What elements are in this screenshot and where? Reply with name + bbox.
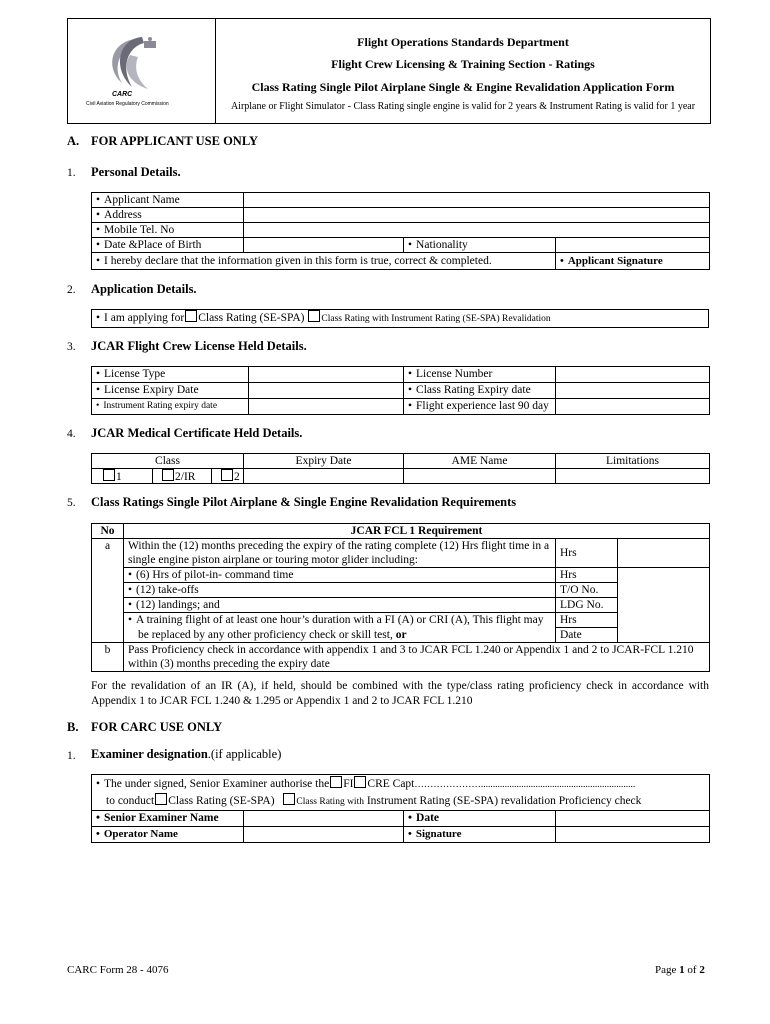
table-row	[92, 539, 710, 568]
dob-label: • Date &Place of Birth	[92, 238, 244, 253]
s1-title: Personal Details.	[91, 165, 181, 179]
conduct-label: to conduct	[106, 795, 155, 807]
operator-name-field[interactable]	[244, 827, 404, 843]
table-row	[92, 643, 710, 672]
applying-label: • I am applying for	[96, 312, 184, 324]
experience-field[interactable]	[556, 399, 710, 415]
req-a-unit: Hrs	[556, 539, 618, 568]
section-b-title: FOR CARC USE ONLY	[91, 720, 223, 734]
license-number-label: • License Number	[404, 367, 556, 383]
address-label: • Address	[92, 208, 244, 223]
req-training-or: or	[395, 628, 407, 641]
header-box	[67, 18, 711, 124]
medical-ame-header: AME Name	[404, 454, 556, 469]
medical-expiry-field[interactable]	[244, 469, 404, 484]
class-rating-label: Class Rating (SE-SPA)	[198, 312, 305, 324]
table-row	[92, 613, 710, 628]
mobile-label: • Mobile Tel. No	[92, 223, 244, 238]
req-pic-unit: Hrs	[556, 568, 618, 583]
mobile-field[interactable]	[244, 223, 710, 238]
b-class-rating-checkbox[interactable]	[155, 793, 167, 805]
s1-number: 1.	[67, 167, 76, 179]
nationality-field[interactable]	[556, 238, 710, 253]
req-a-field[interactable]	[618, 539, 710, 568]
table-row	[92, 469, 710, 484]
logo-caption: Civil Aviation Regulatory Commission	[86, 101, 169, 107]
section-b-letter: B.	[67, 720, 79, 734]
req-training-line1: • A training flight of at least one hour’s duration with a FI (A) or CRI (A), This flight may	[128, 614, 543, 626]
ir-expiry-field[interactable]	[249, 399, 404, 415]
cre-checkbox[interactable]	[354, 776, 366, 788]
class-rating-ir-checkbox[interactable]	[308, 310, 320, 322]
signature-field[interactable]	[556, 827, 710, 843]
logo	[74, 27, 204, 115]
medical-expiry-header: Expiry Date	[244, 454, 404, 469]
req-b-text-line1: Pass Proficiency check in accordance with appendix 1 and 3 to JCAR FCL 1.240 or Appendix 1 and 2 to JCAR-FCL 1.210	[128, 644, 694, 656]
medical-class-header: Class	[92, 454, 244, 469]
s3-number: 3.	[67, 341, 76, 353]
examiner-table	[91, 774, 710, 843]
class-2-checkbox[interactable]	[221, 469, 233, 481]
b-class-rating-ir-label-a: Class Rating with	[296, 797, 364, 807]
table-row	[92, 208, 710, 223]
date-field[interactable]	[556, 811, 710, 827]
s3-title: JCAR Flight Crew License Held Details.	[91, 339, 307, 353]
b-class-rating-label: Class Rating (SE-SPA)	[168, 795, 275, 807]
experience-label: • Flight experience last 90 day	[404, 399, 556, 415]
table-row	[92, 454, 710, 469]
applicant-signature-field[interactable]: • Applicant Signature	[556, 253, 710, 270]
table-row	[92, 524, 710, 539]
application-row	[92, 310, 709, 328]
class-1-label: 1	[116, 471, 122, 483]
s5-title: Class Ratings Single Pilot Airplane & Single Engine Revalidation Requirements	[91, 495, 517, 509]
table-row	[92, 223, 710, 238]
b1-title: Examiner designation	[91, 747, 208, 761]
req-training-line2: be replaced by any other proficiency check or skill test,	[138, 628, 393, 641]
b1-number: 1.	[67, 750, 76, 762]
class-expiry-field[interactable]	[556, 383, 710, 399]
license-expiry-label: • License Expiry Date	[92, 383, 249, 399]
s2-title: Application Details.	[91, 282, 197, 296]
req-landings-field[interactable]	[618, 598, 710, 613]
table-row	[92, 238, 710, 253]
header-line1: Flight Operations Standards Department	[357, 35, 569, 49]
ir-note-line2: Appendix 1 to JCAR FCL 1.240 & 1.295 or Appendix 1 and 2 to JCAR FCL 1.210	[91, 695, 473, 707]
medical-limitations-header: Limitations	[556, 454, 710, 469]
section-a-title: FOR APPLICANT USE ONLY	[91, 134, 259, 148]
req-date-field[interactable]	[618, 628, 710, 643]
table-row	[92, 628, 710, 643]
license-number-field[interactable]	[556, 367, 710, 383]
medical-limitations-field[interactable]	[556, 469, 710, 484]
req-takeoffs: • (12) take-offs	[128, 584, 199, 596]
req-b-label: b	[92, 643, 124, 672]
req-header: JCAR FCL 1 Requirement	[124, 524, 710, 539]
b-class-rating-ir-checkbox[interactable]	[283, 793, 295, 805]
page-current: 1	[679, 964, 685, 976]
class-2ir-checkbox[interactable]	[162, 469, 174, 481]
s4-number: 4.	[67, 428, 76, 440]
dob-field[interactable]	[244, 238, 404, 253]
class-rating-checkbox[interactable]	[185, 310, 197, 322]
table-row	[92, 583, 710, 598]
req-date-unit: Date	[556, 628, 618, 643]
header-line4: Airplane or Flight Simulator - Class Rating single engine is valid for 2 years & Instrument Rating is valid for 1 year	[230, 101, 696, 112]
header-line3: Class Rating Single Pilot Airplane Single & Engine Revalidation Application Form	[251, 80, 675, 94]
req-takeoffs-unit: T/O No.	[556, 583, 618, 598]
table-row	[92, 193, 710, 208]
medical-class-options	[92, 469, 244, 484]
req-b-text	[124, 643, 710, 672]
nationality-label: • Nationality	[404, 238, 556, 253]
page-of: of	[684, 964, 700, 976]
senior-examiner-field[interactable]	[244, 811, 404, 827]
req-a-text-line2: single engine piston airplane or touring motor glider including:	[128, 554, 418, 566]
table-row	[92, 598, 710, 613]
table-row	[92, 310, 709, 328]
senior-examiner-label: • Senior Examiner Name	[92, 811, 244, 827]
authorise-cell	[92, 775, 710, 811]
req-pic: • (6) Hrs of pilot-in- command time	[128, 569, 293, 581]
declaration-text: • I hereby declare that the information given in this form is true, correct & completed.	[92, 253, 556, 270]
applicant-name-label: • Applicant Name	[92, 193, 244, 208]
medical-table	[91, 453, 710, 484]
application-details-table	[91, 309, 709, 328]
req-landings-unit: LDG No.	[556, 598, 618, 613]
req-no-header: No	[92, 524, 124, 539]
req-takeoffs-field[interactable]	[618, 583, 710, 598]
page-indicator	[655, 964, 705, 976]
address-field[interactable]	[244, 208, 710, 223]
s2-number: 2.	[67, 284, 76, 296]
req-a-label: a	[92, 539, 124, 643]
table-row	[92, 568, 710, 583]
license-table	[91, 366, 710, 415]
class-expiry-label: • Class Rating Expiry date	[404, 383, 556, 399]
class-rating-ir-label: Class Rating with Instrument Rating (SE-SPA) Revalidation	[321, 314, 551, 324]
ir-note-line1: For the revalidation of an IR (A), if held, should be combined with the type/class rating proficiency check in accordance with	[91, 680, 709, 692]
fi-label: FI	[343, 778, 354, 790]
table-row	[92, 811, 710, 827]
license-expiry-field[interactable]	[249, 383, 404, 399]
ir-expiry-label: • Instrument Rating expiry date	[92, 399, 249, 415]
req-a-text	[124, 539, 556, 568]
requirements-table	[91, 523, 710, 672]
capt-name-dots[interactable]: ………………….................................................................	[414, 780, 636, 790]
page-prefix: Page	[655, 964, 680, 976]
class-2-label: 2	[234, 471, 240, 483]
signature-label: • Signature	[404, 827, 556, 843]
b-class-rating-ir-label-b: Instrument Rating (SE-SPA) revalidation Proficiency check	[366, 795, 642, 807]
class-1-checkbox[interactable]	[103, 469, 115, 481]
operator-name-label: • Operator Name	[92, 827, 244, 843]
s5-number: 5.	[67, 497, 76, 509]
header-line2: Flight Crew Licensing & Training Section - Ratings	[331, 57, 595, 71]
applicant-name-field[interactable]	[244, 193, 710, 208]
table-row	[92, 383, 710, 399]
section-a-letter: A.	[67, 134, 80, 148]
page-total: 2	[699, 964, 705, 976]
b1-title-suffix: .(if applicable)	[207, 747, 282, 761]
req-b-text-line2: within (3) months preceding the expiry date	[128, 658, 330, 670]
personal-details-table	[91, 192, 710, 270]
license-type-field[interactable]	[249, 367, 404, 383]
req-a-text-line1: Within the (12) months preceding the expiry of the rating complete (12) Hrs flight time in a	[128, 540, 550, 552]
req-training-unit: Hrs	[556, 613, 618, 628]
authorise-text: • The under signed, Senior Examiner authorise the	[96, 778, 329, 790]
req-pic-field[interactable]	[618, 568, 710, 583]
license-type-label: • License Type	[92, 367, 249, 383]
date-label: • Date	[404, 811, 556, 827]
cre-label: CRE Capt	[367, 778, 415, 790]
medical-ame-field[interactable]	[404, 469, 556, 484]
table-row	[92, 253, 710, 270]
class-2ir-label: 2/IR	[175, 471, 196, 483]
table-row	[92, 367, 710, 383]
s4-title: JCAR Medical Certificate Held Details.	[91, 426, 303, 440]
table-row	[92, 827, 710, 843]
req-training-field[interactable]	[618, 613, 710, 628]
b1-heading	[91, 747, 281, 762]
table-row	[92, 775, 710, 811]
req-landings: • (12) landings; and	[128, 599, 220, 611]
logo-name: CARC	[112, 91, 133, 98]
table-row	[92, 399, 710, 415]
form-number: CARC Form 28 - 4076	[67, 964, 169, 976]
fi-checkbox[interactable]	[330, 776, 342, 788]
